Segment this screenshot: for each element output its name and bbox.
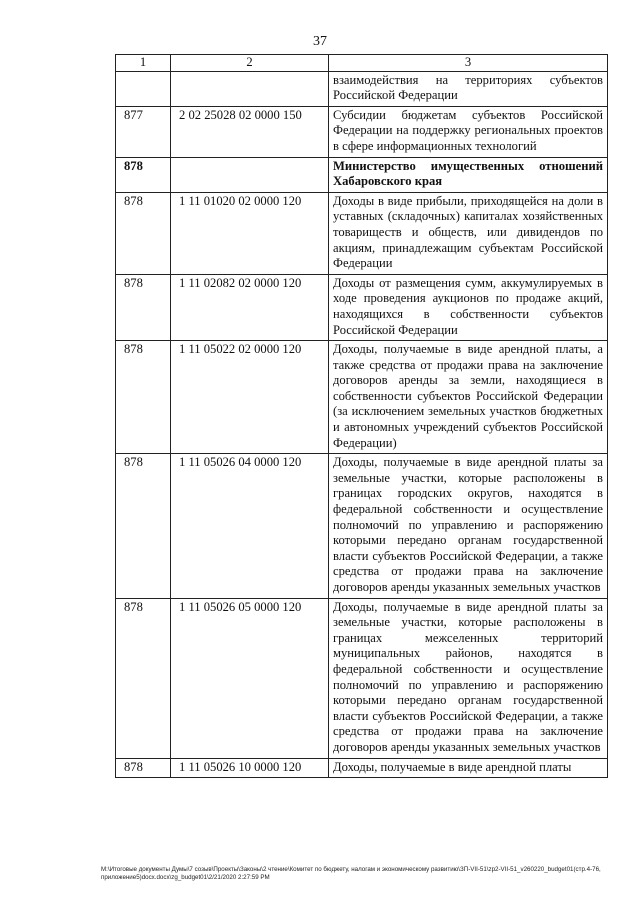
row-number-cell: 878 xyxy=(116,274,171,340)
row-number-cell: 877 xyxy=(116,106,171,157)
budget-code-cell xyxy=(171,71,329,106)
row-number-cell xyxy=(116,71,171,106)
description-cell: Доходы, получаемые в виде арендной платы за земельные участки, которые расположены в границах межселенных территорий муниципальных районов, находятся в федеральной собственности и осуществление полномочий по управлению и распоряжению которыми передано органам государственной власти субъектов Российской Федерации, а также средства от продажи права на заключение договоров аренды указанных земельных участков xyxy=(329,598,608,758)
description-cell: Доходы, получаемые в виде арендной платы xyxy=(329,758,608,778)
table-row xyxy=(116,758,608,778)
header-col-3: 3 xyxy=(329,55,608,72)
table-row xyxy=(116,192,608,274)
file-path-footer: M:\Итоговые документы Думы\7 созыв\Проекты\Законы\2 чтение\Комитет по бюджету, налогам и экономическому развитию\ЗП-VII-51\zp2-VII-51_v260220_budget01(стр.4-76, приложение5)docx.docx\zg_budget01\2/21/2020 2:27:59 PM xyxy=(101,866,601,881)
budget-code-cell: 1 11 05026 10 0000 120 xyxy=(171,758,329,778)
page-number: 37 xyxy=(313,34,327,49)
row-number-cell: 878 xyxy=(116,157,171,192)
header-col-2: 2 xyxy=(171,55,329,72)
row-number-cell: 878 xyxy=(116,192,171,274)
table-body xyxy=(116,71,608,778)
table-row xyxy=(116,598,608,758)
description-cell: Доходы от размещения сумм, аккумулируемых в ходе проведения аукционов по продаже акций, находящихся в собственности субъектов Российской Федерации xyxy=(329,274,608,340)
budget-code-cell xyxy=(171,157,329,192)
table-row xyxy=(116,106,608,157)
revenue-table xyxy=(115,54,608,778)
budget-code-cell: 1 11 05022 02 0000 120 xyxy=(171,341,329,454)
budget-code-cell: 1 11 05026 05 0000 120 xyxy=(171,598,329,758)
budget-code-cell: 1 11 05026 04 0000 120 xyxy=(171,454,329,598)
row-number-cell: 878 xyxy=(116,454,171,598)
table-header-row xyxy=(116,55,608,72)
table-row xyxy=(116,274,608,340)
description-cell: Министерство имущественных отношений Хабаровского края xyxy=(329,157,608,192)
description-cell: Доходы, получаемые в виде арендной платы, а также средства от продажи права на заключение договоров аренды за земли, находящиеся в собственности субъектов Российской Федерации (за исключением земельных участков бюджетных и автономных учреждений субъектов Российской Федерации) xyxy=(329,341,608,454)
table-row xyxy=(116,157,608,192)
budget-code-cell: 1 11 01020 02 0000 120 xyxy=(171,192,329,274)
table-row xyxy=(116,71,608,106)
budget-code-cell: 1 11 02082 02 0000 120 xyxy=(171,274,329,340)
table-row xyxy=(116,341,608,454)
description-cell: Субсидии бюджетам субъектов Российской Федерации на поддержку региональных проектов в сфере информационных технологий xyxy=(329,106,608,157)
table-row xyxy=(116,454,608,598)
description-cell: Доходы, получаемые в виде арендной платы за земельные участки, которые расположены в границах городских округов, находятся в федеральной собственности и осуществление полномочий по управлению и распоряжению которыми передано органам государственной власти субъектов Российской Федерации, а также средства от продажи права на заключение договоров аренды указанных земельных участков xyxy=(329,454,608,598)
row-number-cell: 878 xyxy=(116,341,171,454)
row-number-cell: 878 xyxy=(116,758,171,778)
description-cell: взаимодействия на территориях субъектов Российской Федерации xyxy=(329,71,608,106)
description-cell: Доходы в виде прибыли, приходящейся на доли в уставных (складочных) капиталах хозяйственных товариществ и обществ, или дивидендов по акциям, принадлежащим субъектам Российской Федерации xyxy=(329,192,608,274)
budget-code-cell: 2 02 25028 02 0000 150 xyxy=(171,106,329,157)
header-col-1: 1 xyxy=(116,55,171,72)
row-number-cell: 878 xyxy=(116,598,171,758)
